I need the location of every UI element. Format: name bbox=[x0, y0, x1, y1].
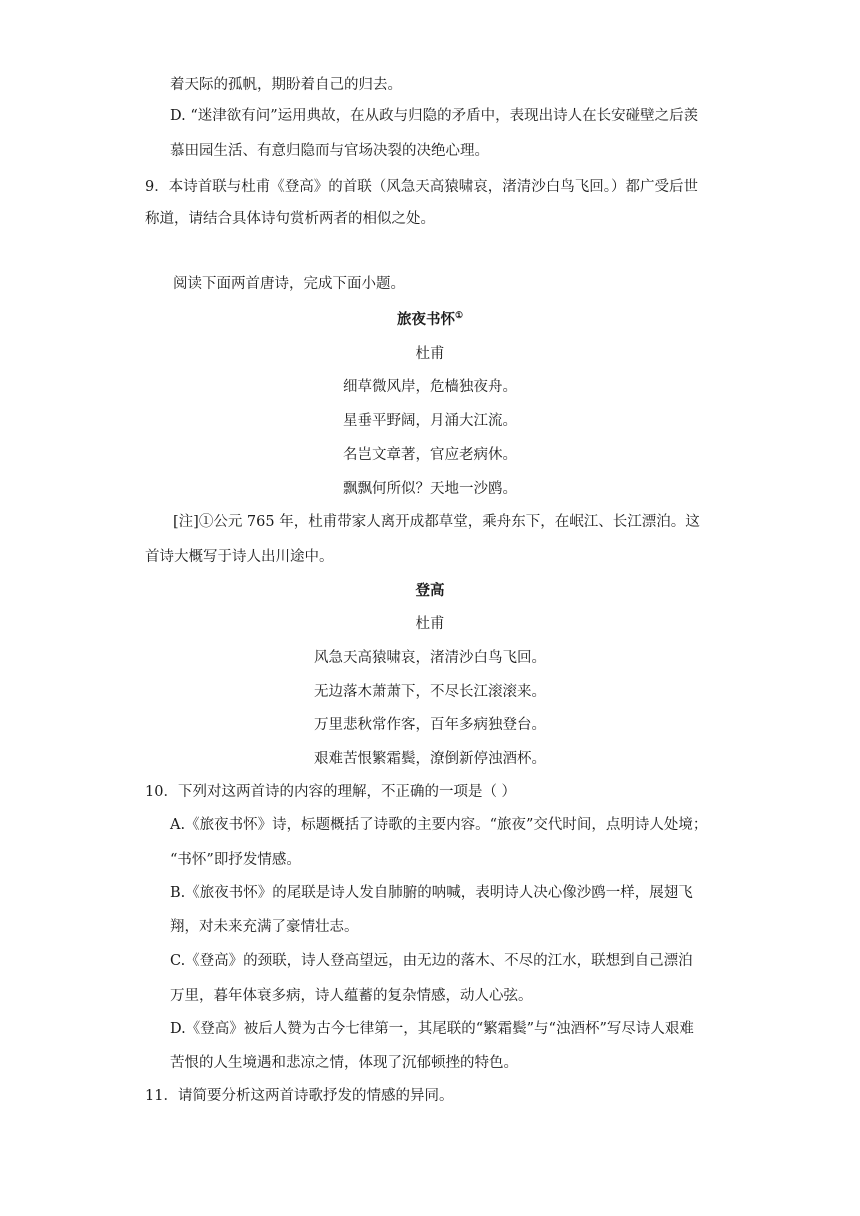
reading-intro: 阅读下面两首唐诗，完成下面小题。 bbox=[173, 276, 405, 292]
q10-option-c-line2: 万里，暮年体衰多病，诗人蕴蓄的复杂情感，动人心弦。 bbox=[170, 988, 533, 1004]
poem1-line: 细草微风岸，危樯独夜舟。 bbox=[343, 379, 517, 395]
q9-line1: 9．本诗首联与杜甫《登高》的首联（风急天高猿啸哀，渚清沙白鸟飞回。）都广受后世 bbox=[145, 179, 698, 195]
q10-option-a-line1: A.《旅夜书怀》诗，标题概括了诗歌的主要内容。“旅夜”交代时间，点明诗人处境； bbox=[170, 817, 708, 833]
q10-option-d-line2: 苦恨的人生境遇和悲凉之情，体现了沉郁顿挫的特色。 bbox=[170, 1055, 518, 1071]
poem1-line: 飘飘何所似？天地一沙鸥。 bbox=[343, 481, 517, 497]
q10-option-c-line1: C.《登高》的颈联，诗人登高望远，由无边的落木、不尽的江水，联想到自己漂泊 bbox=[170, 953, 693, 969]
q8-option-c-continuation: 着天际的孤帆，期盼着自己的归去。 bbox=[170, 77, 402, 93]
poem2-author: 杜甫 bbox=[415, 616, 445, 632]
q10-option-b-line2: 翔，对未来充满了豪情壮志。 bbox=[170, 919, 359, 935]
q10-stem: 10．下列对这两首诗的内容的理解，不正确的一项是（ ） bbox=[145, 784, 517, 800]
q9-line2: 称道，请结合具体诗句赏析两者的相似之处。 bbox=[145, 211, 435, 227]
q11-stem: 11．请简要分析这两首诗歌抒发的情感的异同。 bbox=[145, 1088, 454, 1104]
poem1-line: 名岂文章著，官应老病休。 bbox=[343, 447, 517, 463]
q10-option-a-line2: “书怀”即抒发情感。 bbox=[170, 852, 301, 868]
poem1-line: 星垂平野阔，月涌大江流。 bbox=[343, 413, 517, 429]
poem2-line: 万里悲秋常作客，百年多病独登台。 bbox=[314, 717, 546, 733]
poem1-note-line1: [注]①公元 765 年，杜甫带家人离开成都草堂，乘舟东下，在岷江、长江漂泊。这 bbox=[173, 514, 700, 530]
poem2-line: 艰难苦恨繁霜鬓，潦倒新停浊酒杯。 bbox=[314, 751, 546, 767]
poem2-line: 风急天高猿啸哀，渚清沙白鸟飞回。 bbox=[314, 650, 546, 666]
poem2-title: 登高 bbox=[415, 582, 445, 599]
poem2-line: 无边落木萧萧下，不尽长江滚滚来。 bbox=[314, 684, 546, 700]
q8-option-d-line2: 慕田园生活、有意归隐而与官场决裂的决绝心理。 bbox=[170, 143, 489, 159]
q8-option-d-line1: D. “迷津欲有问”运用典故，在从政与归隐的矛盾中，表现出诗人在长安碰壁之后羡 bbox=[170, 108, 699, 124]
poem1-footnote-mark: ① bbox=[454, 311, 464, 321]
poem1-author: 杜甫 bbox=[415, 346, 445, 362]
poem1-title: 旅夜书怀 bbox=[396, 311, 455, 328]
q10-option-b-line1: B.《旅夜书怀》的尾联是诗人发自肺腑的呐喊，表明诗人决心像沙鸥一样，展翅飞 bbox=[170, 885, 693, 901]
poem1-note-line2: 首诗大概写于诗人出川途中。 bbox=[145, 549, 334, 565]
q10-option-d-line1: D.《登高》被后人赞为古今七律第一，其尾联的“繁霜鬓”与“浊酒杯”写尽诗人艰难 bbox=[170, 1021, 694, 1037]
poem1-title-wrap bbox=[0, 310, 860, 332]
